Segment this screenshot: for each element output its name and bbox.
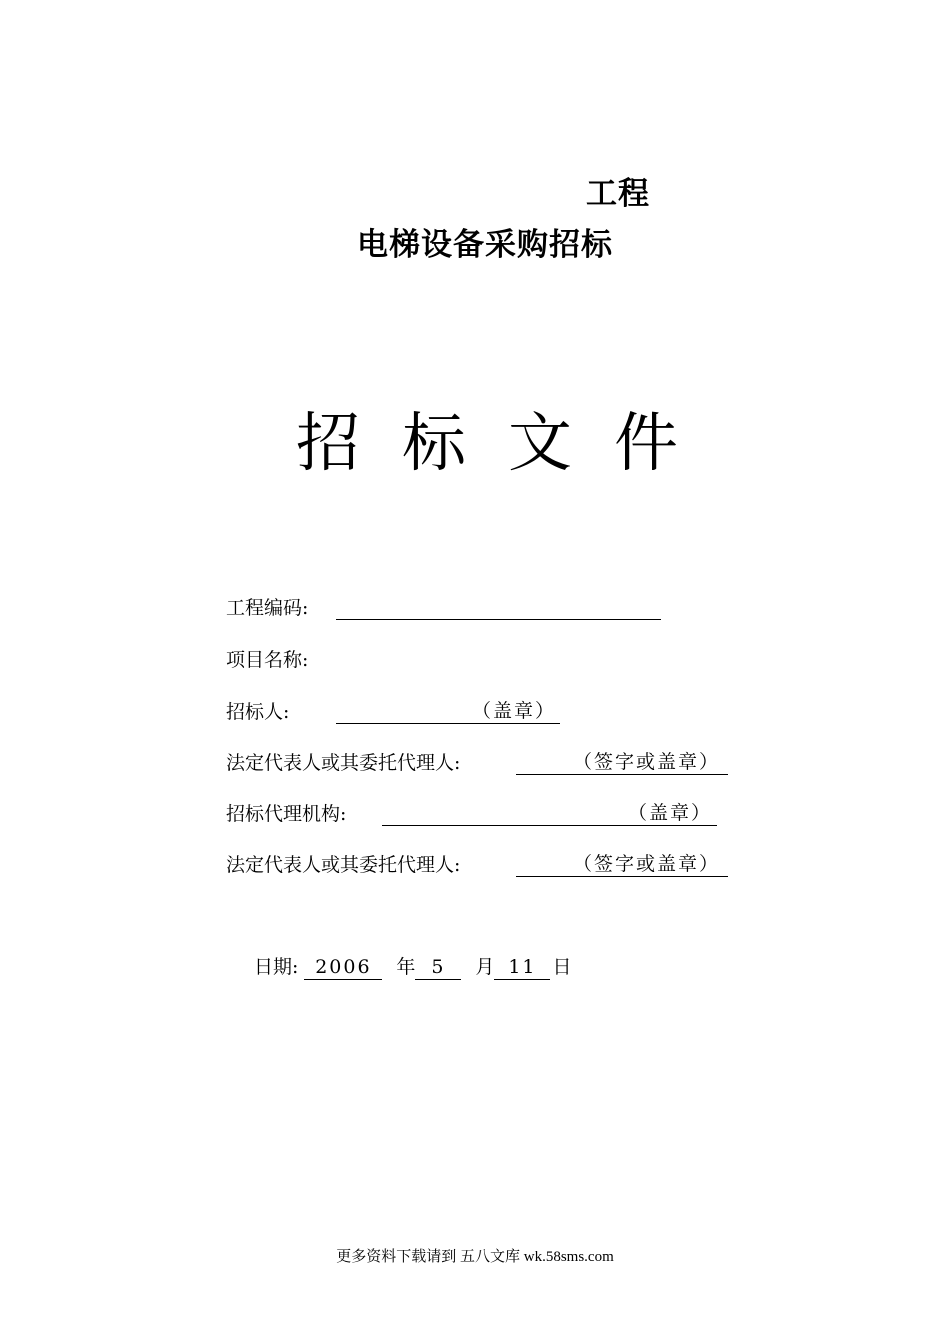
legal-rep-2-label: 法定代表人或其委托代理人: [226,854,461,876]
agency-stamp: （盖章） [628,802,713,824]
tenderer-label: 招标人: [226,701,290,723]
date-label: 日期: [254,956,299,978]
date-row [254,955,571,980]
date-day: 11 [494,955,550,980]
tenderer-stamp: （盖章） [472,700,557,722]
project-code-label: 工程编码: [226,597,309,619]
project-name-label: 项目名称: [226,649,309,671]
legal-rep-1-label: 法定代表人或其委托代理人: [226,752,461,774]
date-month: 5 [415,955,461,980]
project-title-line-2: 电梯设备采购招标 [357,227,613,263]
date-day-unit: 日 [552,956,572,978]
document-title: 招标文件 [296,407,720,481]
date-month-unit: 月 [475,956,495,978]
date-year: 2006 [304,955,382,980]
project-code-blank [336,597,661,620]
footer-download-note: 更多资料下载请到 五八文库 wk.58sms.com [336,1249,614,1265]
legal-rep-2-stamp: （签字或盖章） [573,853,721,875]
project-title-line-1: 工程 [586,176,650,212]
date-year-unit: 年 [396,956,416,978]
legal-rep-1-stamp: （签字或盖章） [573,751,721,773]
agency-label: 招标代理机构: [226,803,347,825]
